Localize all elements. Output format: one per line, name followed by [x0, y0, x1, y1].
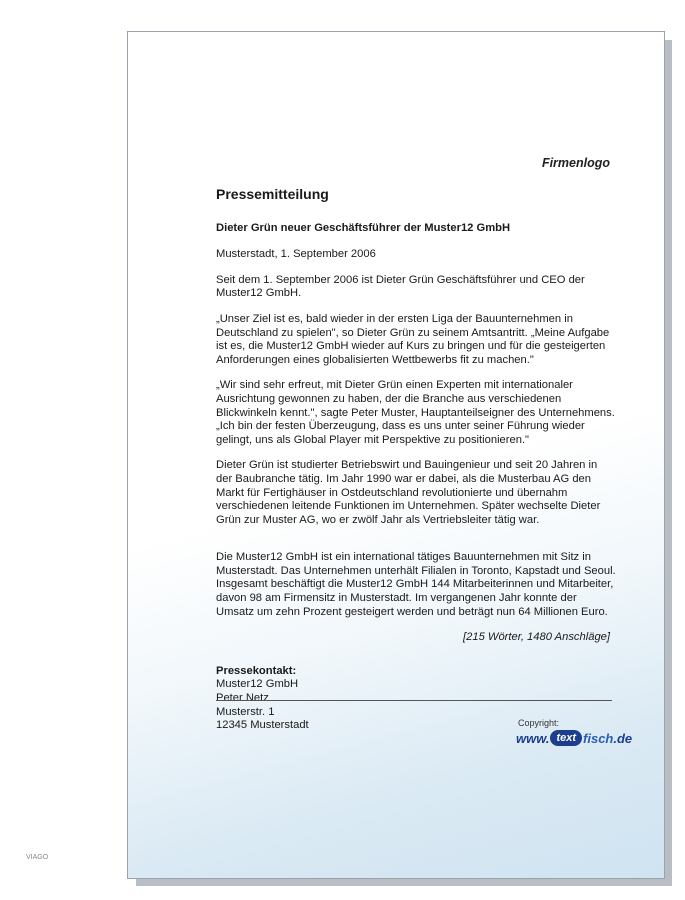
textfisch-logo[interactable]	[516, 730, 632, 746]
paragraph-quote-muster: „Wir sind sehr erfreut, mit Dieter Grün einen Experten mit internationaler Ausrichtung gewonnen zu haben, der die Branche aus verschiedenen Blickwinkeln kennt.", sagte Peter Muster, Hauptanteilseigner des Unternehmens. „Ich bin der festen Überzeugung, dass es uns unter seiner Führung wieder gelingt, uns als Global Player mit Perspektive zu positionieren."	[216, 379, 615, 446]
company-logo-placeholder: Firmenlogo	[541, 156, 610, 170]
copyright-label: Copyright:	[518, 718, 560, 728]
press-contact-name: Peter Netz	[216, 692, 269, 705]
paragraph-intro: Seit dem 1. September 2006 ist Dieter Grün Geschäftsführer und CEO der Muster12 GmbH.	[216, 273, 585, 300]
press-contact-city: 12345 Musterstadt	[216, 719, 309, 732]
footer-divider	[216, 700, 612, 701]
paragraph-quote-gruen: „Unser Ziel ist es, bald wieder in der ersten Liga der Bauunternehmen in Deutschland zu spielen", so Dieter Grün zu seinem Amtsantritt. „Meine Aufgabe ist es, die Muster12 GmbH wieder auf Kurs zu bringen und für die gesteigerten Anforderungen eines globalisierten Wettbewerbs fit zu machen."	[216, 312, 610, 366]
headline: Dieter Grün neuer Geschäftsführer der Muster12 GmbH	[216, 221, 511, 234]
paragraph-company: Die Muster12 GmbH ist ein international tätiges Bauunternehmen mit Sitz in Musterstadt. Das Unternehmen unterhält Filialen in Toronto, Kapstadt und Seoul. Insgesamt beschäftigt die Muster12 GmbH 144 Mitarbeiterinnen und Mitarbeiter, davon 98 am Firmensitz in Musterstadt. Im vergangenen Jahr konnte der Umsatz um zehn Prozent gesteigert werden und beträgt nun 64 Millionen Euro.	[216, 551, 616, 618]
document-title: Pressemitteilung	[216, 186, 329, 202]
press-contact-title: Pressekontakt:	[216, 664, 297, 677]
press-contact-company: Muster12 GmbH	[216, 678, 299, 691]
corner-watermark: VIAGO	[26, 854, 49, 861]
paragraph-biography: Dieter Grün ist studierter Betriebswirt und Bauingenieur und seit 20 Jahren in der Baubranche tätig. Im Jahr 1990 war er dabei, als die Musterbau AG den Markt für Fertighäuser in Ostdeutschland revolutionierte und übernahm verschiedenen leitende Funktionen im Unternehmen. Später wechselte Dieter Grün zur Muster AG, wo er zwölf Jahr als Vertriebsleiter tätig war.	[216, 459, 601, 526]
press-contact-street: Musterstr. 1	[216, 705, 275, 718]
dateline: Musterstadt, 1. September 2006	[216, 248, 376, 261]
brand-suffix: .de	[613, 730, 633, 746]
brand-prefix: www.	[516, 730, 550, 746]
document-page	[127, 31, 665, 879]
brand-bubble-text: text	[550, 730, 582, 746]
word-count: [215 Wörter, 1480 Anschläge]	[463, 631, 610, 644]
press-release-body	[216, 188, 616, 733]
brand-fish-text: fisch	[583, 730, 614, 746]
